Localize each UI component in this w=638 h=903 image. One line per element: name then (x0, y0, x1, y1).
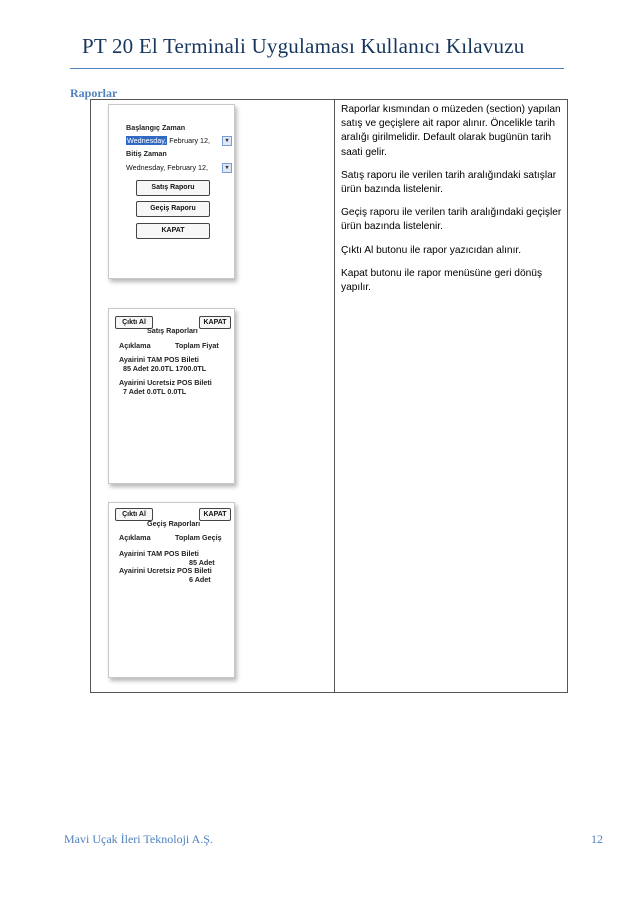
column-divider (334, 100, 335, 692)
column-header-description: Açıklama (119, 341, 151, 350)
start-date-field[interactable] (126, 136, 210, 145)
close-button[interactable]: KAPAT (199, 508, 231, 521)
print-button[interactable]: Çıktı Al (115, 316, 153, 329)
item-name: Ayairini TAM POS Bileti (119, 549, 199, 558)
start-date-rest: February 12, (167, 136, 211, 145)
description-paragraph: Çıktı Al butonu ile rapor yazıcıdan alınır. (341, 244, 522, 256)
description-text (341, 103, 563, 304)
column-header-total: Toplam Geçiş (175, 533, 222, 542)
item-name: Ayairini Ucretsiz POS Bileti (119, 378, 212, 387)
section-heading: Raporlar (70, 86, 118, 100)
screenshot-report-menu (108, 104, 235, 279)
item-detail: 7 Adet 0.0TL 0.0TL (123, 387, 187, 396)
document-title: PT 20 El Terminali Uygulaması Kullanıcı Kılavuzu (82, 34, 525, 58)
end-date-field[interactable]: Wednesday, February 12, (126, 163, 209, 172)
pass-report-button[interactable]: Geçiş Raporu (136, 201, 210, 217)
end-date-label: Bitiş Zaman (126, 149, 167, 158)
column-header-description: Açıklama (119, 533, 151, 542)
item-detail: 85 Adet 20.0TL 1700.0TL (123, 364, 207, 373)
column-header-total: Toplam Fiyat (175, 341, 219, 350)
title-divider (70, 68, 564, 69)
page-number: 12 (591, 832, 603, 846)
description-paragraph: Kapat butonu ile rapor menüsüne geri dönüş yapılır. (341, 267, 543, 294)
start-date-label: Başlangıç Zaman (126, 123, 186, 132)
item-detail: 6 Adet (189, 575, 211, 584)
report-title: Geçiş Raporları (147, 519, 201, 528)
item-detail: 85 Adet (189, 558, 215, 567)
chevron-down-icon[interactable]: ▾ (222, 163, 232, 173)
report-title: Satış Raporları (147, 326, 198, 335)
screenshot-pass-report (108, 502, 235, 678)
description-paragraph: Satış raporu ile verilen tarih aralığındaki satışlar ürün bazında listelenir. (341, 169, 557, 196)
footer-company: Mavi Uçak İleri Teknoloji A.Ş. (64, 832, 213, 846)
print-button[interactable]: Çıktı Al (115, 508, 153, 521)
sales-report-button[interactable]: Satış Raporu (136, 180, 210, 196)
screenshot-sales-report (108, 308, 235, 484)
description-paragraph: Geçiş raporu ile verilen tarih aralığındaki geçişler ürün bazında listelenir. (341, 207, 562, 233)
description-paragraph: Raporlar kısmından o müzeden (section) yapılan satış ve geçişlere ait rapor alınır. Öncelikle tarih aralığı girilmelidir. Default olarak bugünün tarih saati gelir. (341, 104, 561, 158)
item-name: Ayairini Ucretsiz POS Bileti (119, 566, 212, 575)
content-table (90, 99, 568, 693)
close-button[interactable]: KAPAT (136, 223, 210, 239)
start-weekday: Wednesday, (127, 136, 167, 145)
close-button[interactable]: KAPAT (199, 316, 231, 329)
item-name: Ayairini TAM POS Bileti (119, 355, 199, 364)
chevron-down-icon[interactable]: ▾ (222, 136, 232, 146)
